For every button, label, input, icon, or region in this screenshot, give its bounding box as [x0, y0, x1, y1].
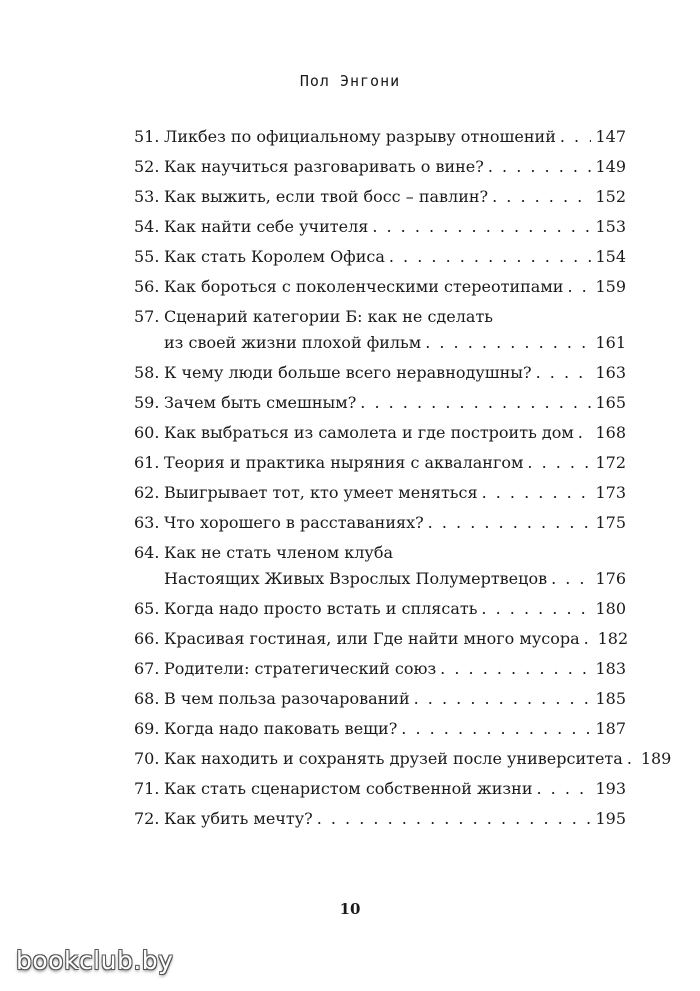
entry-number: 60.: [134, 423, 160, 442]
entry-page: 182: [597, 629, 629, 648]
entry-title: Когда надо паковать вещи?: [164, 719, 398, 738]
entry-number: 51.: [134, 127, 160, 146]
dot-leader: [317, 804, 592, 834]
entry-title: Красивая гостиная, или Где найти много мусора: [164, 629, 580, 648]
dot-leader: [578, 418, 592, 448]
toc-entry: [134, 684, 626, 714]
table-of-contents: [134, 122, 672, 834]
entry-number: 58.: [134, 363, 160, 382]
entry-title: Как стать сценаристом собственной жизни: [164, 779, 533, 798]
entry-page: 152: [595, 187, 626, 206]
dot-leader: [536, 358, 592, 388]
entry-number: 69.: [134, 719, 160, 738]
entry-title: Как убить мечту?: [164, 809, 313, 828]
entry-title: Ликбез по официальному разрыву отношений: [164, 127, 556, 146]
entry-title: Родители: стратегический союз: [164, 659, 437, 678]
entry-number: 53.: [134, 187, 160, 206]
entry-number: 56.: [134, 277, 160, 296]
entry-title: Что хорошего в расставаниях?: [164, 513, 424, 532]
entry-title: В чем польза разочарований: [164, 689, 410, 708]
dot-leader: [401, 714, 591, 744]
toc-entry: [134, 714, 626, 744]
toc-entry: [134, 242, 626, 272]
dot-leader: [627, 744, 637, 774]
entry-number: 66.: [134, 629, 160, 648]
toc-entry: [134, 594, 626, 624]
entry-title: Как стать Королем Офиса: [164, 247, 385, 266]
running-head: Пол Энгони: [299, 72, 401, 90]
entry-page: 193: [595, 779, 626, 798]
toc-entry: [134, 304, 626, 356]
toc-entry: [134, 448, 626, 478]
entry-title: К чему люди больше всего неравнодушны?: [164, 363, 532, 382]
dot-leader: [560, 122, 592, 152]
entry-title-continued: из своей жизни плохой фильм: [164, 333, 422, 352]
entry-title: Выигрывает тот, кто умеет меняться: [164, 483, 478, 502]
dot-leader: [488, 152, 592, 182]
entry-number: 71.: [134, 779, 160, 798]
entry-page: 161: [595, 333, 626, 352]
entry-page: 173: [595, 483, 626, 502]
dot-leader: [360, 388, 591, 418]
entry-number: 72.: [134, 809, 160, 828]
entry-number: 70.: [134, 749, 160, 768]
entry-title: Когда надо просто встать и сплясать: [164, 599, 478, 618]
toc-entry: [134, 654, 626, 684]
entry-number: 59.: [134, 393, 160, 412]
entry-page: 185: [595, 689, 626, 708]
entry-title: Как научиться разговаривать о вине?: [164, 157, 484, 176]
dot-leader: [440, 654, 591, 684]
entry-number: 68.: [134, 689, 160, 708]
entry-title: Теория и практика ныряния с аквалангом: [164, 453, 524, 472]
dot-leader: [428, 508, 592, 538]
entry-title-continued: Настоящих Живых Взрослых Полумертвецов: [164, 569, 548, 588]
toc-entry: [134, 540, 626, 592]
entry-number: 55.: [134, 247, 160, 266]
entry-title: Как бороться с поколенческими стереотипами: [164, 277, 564, 296]
entry-title: Как найти себе учителя: [164, 217, 369, 236]
entry-number: 67.: [134, 659, 160, 678]
dot-leader: [372, 212, 591, 242]
entry-page: 183: [595, 659, 626, 678]
entry-number: 65.: [134, 599, 160, 618]
dot-leader: [389, 242, 592, 272]
entry-page: 175: [595, 513, 626, 532]
toc-entry: [134, 182, 626, 212]
entry-number: 62.: [134, 483, 160, 502]
entry-title: Зачем быть смешным?: [164, 393, 357, 412]
entry-page: 165: [595, 393, 626, 412]
entry-title: Как выжить, если твой босс – павлин?: [164, 187, 489, 206]
entry-title: Как не стать членом клуба: [164, 543, 394, 562]
watermark-logo: bookclub.by: [16, 946, 174, 975]
entry-page: 153: [595, 217, 626, 236]
entry-page: 168: [595, 423, 626, 442]
dot-leader: [536, 774, 591, 804]
entry-page: 172: [595, 453, 626, 472]
toc-entry: [134, 624, 629, 654]
entry-page: 163: [595, 363, 626, 382]
dot-leader: [492, 182, 591, 212]
entry-page: 159: [595, 277, 626, 296]
entry-number: 52.: [134, 157, 160, 176]
entry-page: 176: [595, 569, 626, 588]
entry-page: 149: [595, 157, 626, 176]
dot-leader: [584, 624, 594, 654]
entry-number: 61.: [134, 453, 160, 472]
toc-entry: [134, 418, 626, 448]
toc-entry: [134, 152, 626, 182]
dot-leader: [527, 448, 591, 478]
toc-entry: [134, 388, 626, 418]
dot-leader: [567, 272, 591, 302]
toc-entry: [134, 508, 626, 538]
entry-number: 54.: [134, 217, 160, 236]
entry-page: 180: [595, 599, 626, 618]
toc-entry: [134, 804, 626, 834]
dot-leader: [414, 684, 592, 714]
dot-leader: [425, 330, 591, 356]
entry-number: 64.: [134, 543, 160, 562]
entry-page: 147: [595, 127, 626, 146]
page-number: 10: [339, 900, 361, 918]
toc-entry: [134, 272, 626, 302]
entry-title: Как находить и сохранять друзей после университета: [164, 749, 623, 768]
toc-entry: [134, 744, 672, 774]
dot-leader: [482, 478, 592, 508]
dot-leader: [481, 594, 591, 624]
entry-title: Как выбраться из самолета и где построить дом: [164, 423, 574, 442]
entry-page: 189: [640, 749, 672, 768]
toc-entry: [134, 478, 626, 508]
entry-title: Сценарий категории Б: как не сделать: [164, 307, 494, 326]
entry-page: 195: [595, 809, 626, 828]
toc-entry: [134, 122, 626, 152]
toc-entry: [134, 774, 626, 804]
dot-leader: [551, 566, 591, 592]
entry-page: 154: [595, 247, 626, 266]
toc-entry: [134, 212, 626, 242]
toc-entry: [134, 358, 626, 388]
entry-number: 63.: [134, 513, 160, 532]
entry-page: 187: [595, 719, 626, 738]
entry-number: 57.: [134, 307, 160, 326]
